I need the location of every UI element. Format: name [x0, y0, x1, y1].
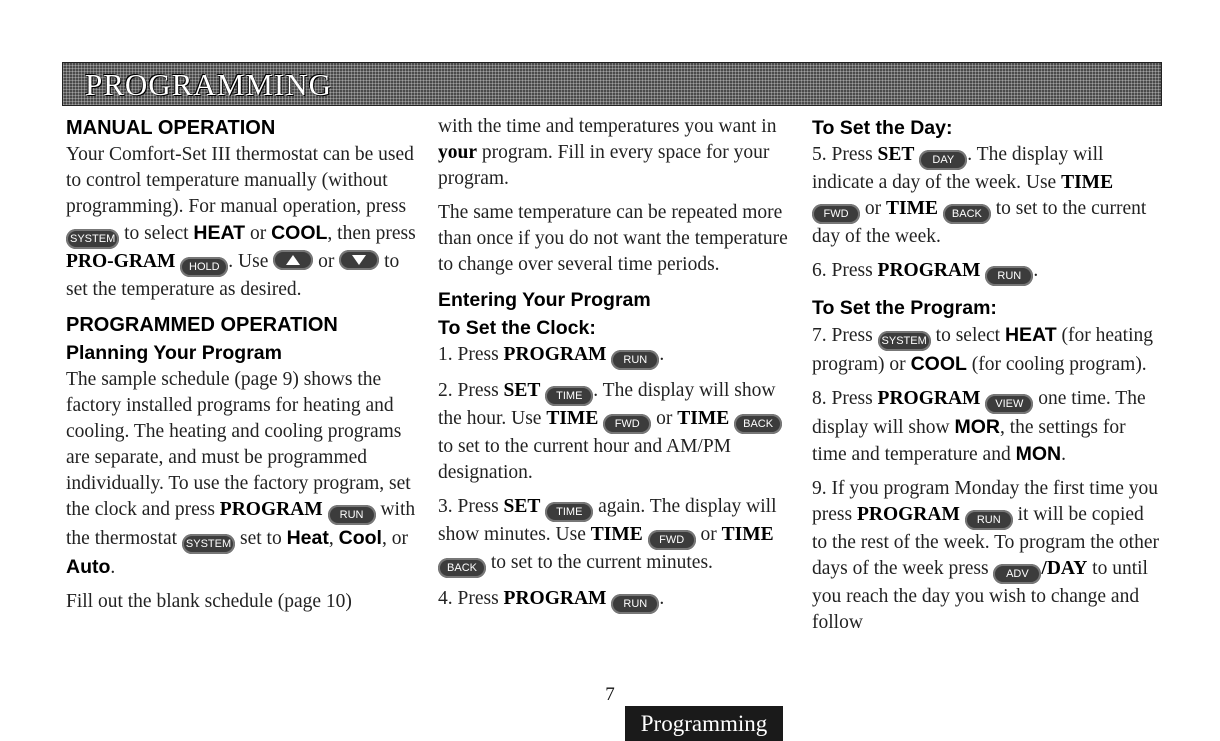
run-key-icon: RUN: [328, 505, 376, 525]
step-1: 1. Press PROGRAM RUN .: [438, 342, 793, 370]
view-key-icon: VIEW: [985, 394, 1033, 414]
set-day-heading: To Set the Day:: [812, 117, 953, 139]
column-right: [812, 114, 1162, 644]
step-9: 9. If you program Monday the first time you press PROGRAM RUN it will be copied to the rest of the week. To program the other days of the week press ADV /DAY to until you reach the day you wish to change and follow: [812, 478, 1160, 633]
down-arrow-icon: [339, 250, 379, 270]
section-title: PROGRAMMING: [85, 67, 332, 102]
back-key-icon: BACK: [734, 414, 782, 434]
programmed-operation-heading: PROGRAMMED OPERATION: [66, 314, 338, 336]
step-3: 3. Press SET TIME again. The display will show minutes. Use TIME FWD or TIME BACK to set to the current minutes.: [438, 494, 793, 578]
run-key-icon: RUN: [985, 266, 1033, 286]
day-key-icon: DAY: [919, 150, 967, 170]
run-key-icon: RUN: [965, 510, 1013, 530]
back-key-icon: BACK: [943, 204, 991, 224]
system-key-icon: SYSTEM: [66, 229, 119, 249]
step-8: 8. Press PROGRAM VIEW one time. The display will show MOR, the settings for time and temperature and MON.: [812, 388, 1146, 465]
set-clock-heading: To Set the Clock:: [438, 317, 596, 339]
section-banner: [62, 62, 1162, 106]
system-key-icon: SYSTEM: [182, 534, 235, 554]
back-key-icon: BACK: [438, 558, 486, 578]
manual-operation-text: Your Comfort-Set III thermostat can be used to control temperature manually (without programming). For manual operation, press SYSTEM to select HEAT or COOL, then press PRO-GRAM HOLD . Use or to set the temperature as desired.: [66, 144, 416, 300]
step-5: 5. Press SET DAY . The display will indicate a day of the week. Use TIME FWD or TIME BACK to set to the current day of the week.: [812, 144, 1147, 247]
step-2: 2. Press SET TIME . The display will show the hour. Use TIME FWD or TIME BACK to set to the current hour and AM/PM designation.: [438, 378, 793, 486]
fwd-key-icon: FWD: [812, 204, 860, 224]
adv-key-icon: ADV: [993, 564, 1041, 584]
fwd-key-icon: FWD: [603, 414, 651, 434]
fwd-key-icon: FWD: [648, 530, 696, 550]
step-7: 7. Press SYSTEM to select HEAT (for heating program) or COOL (for cooling program).: [812, 324, 1153, 375]
run-key-icon: RUN: [611, 594, 659, 614]
time-key-icon: TIME: [545, 386, 593, 406]
up-arrow-icon: [273, 250, 313, 270]
footer-section-tab: Programming: [625, 706, 783, 741]
step-4: 4. Press PROGRAM RUN .: [438, 586, 793, 614]
repeat-text: The same temperature can be repeated more than once if you do not want the temperature to change over several time periods.: [438, 202, 788, 275]
entering-program-heading: Entering Your Program: [438, 289, 651, 311]
continued-text: with the time and temperatures you want in your program. Fill in every space for your program.: [438, 116, 777, 189]
step-6: 6. Press PROGRAM RUN .: [812, 258, 1162, 286]
system-key-icon: SYSTEM: [878, 331, 931, 351]
fill-out-text: Fill out the blank schedule (page 10): [66, 591, 352, 612]
time-key-icon: TIME: [545, 502, 593, 522]
manual-operation-heading: MANUAL OPERATION: [66, 117, 276, 139]
column-left: [66, 114, 416, 623]
planning-text: The sample schedule (page 9) shows the factory installed programs for heating and cooling. The heating and cooling programs are separate, and must be programmed individually. To use the factory program, set the clock and press PROGRAM RUN with the thermostat SYSTEM set to Heat, Cool, or Auto.: [66, 369, 416, 578]
page-number: 7: [605, 684, 615, 705]
planning-heading: Planning Your Program: [66, 342, 282, 364]
hold-key-icon: HOLD: [180, 257, 228, 277]
column-middle: [438, 114, 793, 622]
set-program-heading: To Set the Program:: [812, 297, 997, 319]
run-key-icon: RUN: [611, 350, 659, 370]
